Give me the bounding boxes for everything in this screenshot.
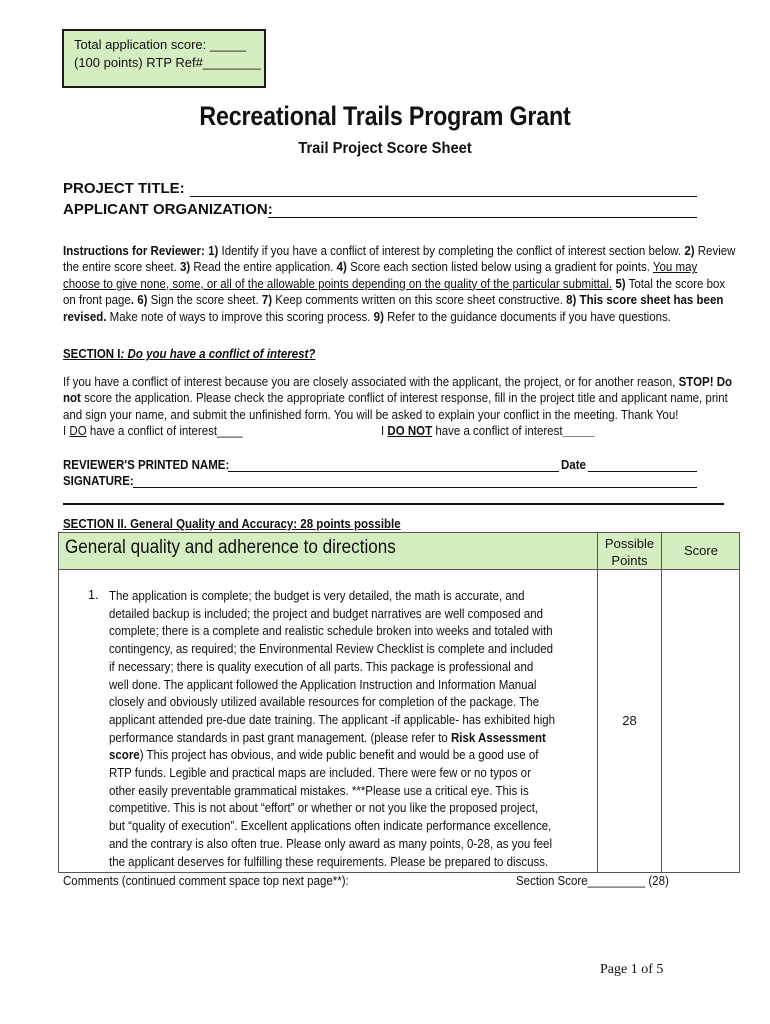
total-score-line: Total application score: _____ bbox=[74, 37, 247, 52]
section-1-heading: SECTION I: Do you have a conflict of interest? bbox=[63, 347, 316, 361]
scoring-table-header bbox=[58, 532, 740, 570]
score-header: Score bbox=[661, 533, 740, 569]
section-divider bbox=[63, 503, 724, 505]
possible-points-header: Possible Points bbox=[597, 533, 661, 569]
document-subtitle: Trail Project Score Sheet bbox=[298, 140, 472, 157]
signature-label: SIGNATURE: bbox=[63, 474, 134, 488]
comments-label: Comments (continued comment space top next page**): bbox=[63, 874, 349, 888]
rtp-ref-line: (100 points) RTP Ref#________ bbox=[74, 55, 261, 70]
possible-points-value: 28 bbox=[597, 570, 661, 872]
section-score-field[interactable]: Section Score_________ (28) bbox=[516, 874, 669, 888]
project-title-label: PROJECT TITLE: bbox=[63, 180, 185, 197]
date-label: Date bbox=[561, 458, 586, 472]
date-field[interactable] bbox=[588, 471, 697, 472]
conflict-instructions: If you have a conflict of interest because you are closely associated with the applicant, the project, or for another reason, STOP! Do not score the application. Please check the appropriate conflict of interest response, fill in the project title and applicant name, print and sign your name, and submit the unfinished form. You will be asked to explain your conflict in the meeting. Thank You! bbox=[63, 375, 733, 422]
score-entry-cell[interactable] bbox=[661, 570, 739, 872]
signature-field[interactable] bbox=[133, 487, 697, 488]
reviewer-name-field[interactable] bbox=[228, 471, 559, 472]
project-title-field[interactable] bbox=[190, 196, 697, 197]
applicant-org-label: APPLICANT ORGANIZATION: bbox=[63, 201, 273, 218]
criteria-text: The application is complete; the budget is very detailed, the math is accurate, and detailed backup is included; the project and budget narratives are well composed and complete; there is a complete and realistic schedule broken into weeks and totaled with contingency, as required; the Environmental Review Checklist is complete and included if necessary; there is quality execution of all parts. This package is professional and well done. The applicant followed the Application Instruction and Information Manual closely and obviously utilized available resources for completion of the package. The applicant attended pre-due date training. The applicant -if applicable- has exhibited high performance standards in past grant management. (please refer to Risk Assessment score) This project has obvious, and wide public benefit and would be a good use of RTP funds. Legible and practical maps are included. There were few or no typos or other easily preventable grammatical mistakes. ***Please use a critical eye. This is competitive. This is not about “effort” or whether or not you like the proposed project, but “quality of execution”. Excellent applications often indicate performance excellence, and the contrary is also often true. Please only award as many points, 0-28, as you feel the applicant deserves for fulfilling these requirements. Please be prepared to discuss. bbox=[109, 589, 556, 869]
table-title: General quality and adherence to directions bbox=[65, 537, 396, 558]
reviewer-instructions: Instructions for Reviewer: 1) Identify if you have a conflict of interest by completing the conflict of interest section below. 2) Review the entire score sheet. 3) Read the entire application. 4) Score each section listed below using a gradient for points. You may choose to give none, some, or all of the allowable points depending on the quality of the particular submittal. 5) Total the score box on front page. 6) Sign the score sheet. 7) Keep comments written on this score sheet constructive. 8) This score sheet has been revised. Make note of ways to improve this scoring process. 9) Refer to the guidance documents if you have questions. bbox=[63, 244, 736, 324]
total-score-box bbox=[62, 29, 266, 88]
document-title: Recreational Trails Program Grant bbox=[199, 101, 571, 131]
section-2-heading: SECTION II. General Quality and Accuracy: 28 points possible bbox=[63, 517, 401, 531]
page-number: Page 1 of 5 bbox=[600, 962, 664, 977]
applicant-org-field[interactable] bbox=[268, 217, 697, 218]
no-conflict-option[interactable]: I DO NOT have a conflict of interest_____ bbox=[381, 424, 595, 438]
item-number: 1. bbox=[88, 588, 99, 602]
scoring-table-body bbox=[58, 570, 740, 873]
reviewer-name-label: REVIEWER'S PRINTED NAME: bbox=[63, 458, 230, 472]
has-conflict-option[interactable]: I DO have a conflict of interest____ bbox=[63, 424, 243, 438]
